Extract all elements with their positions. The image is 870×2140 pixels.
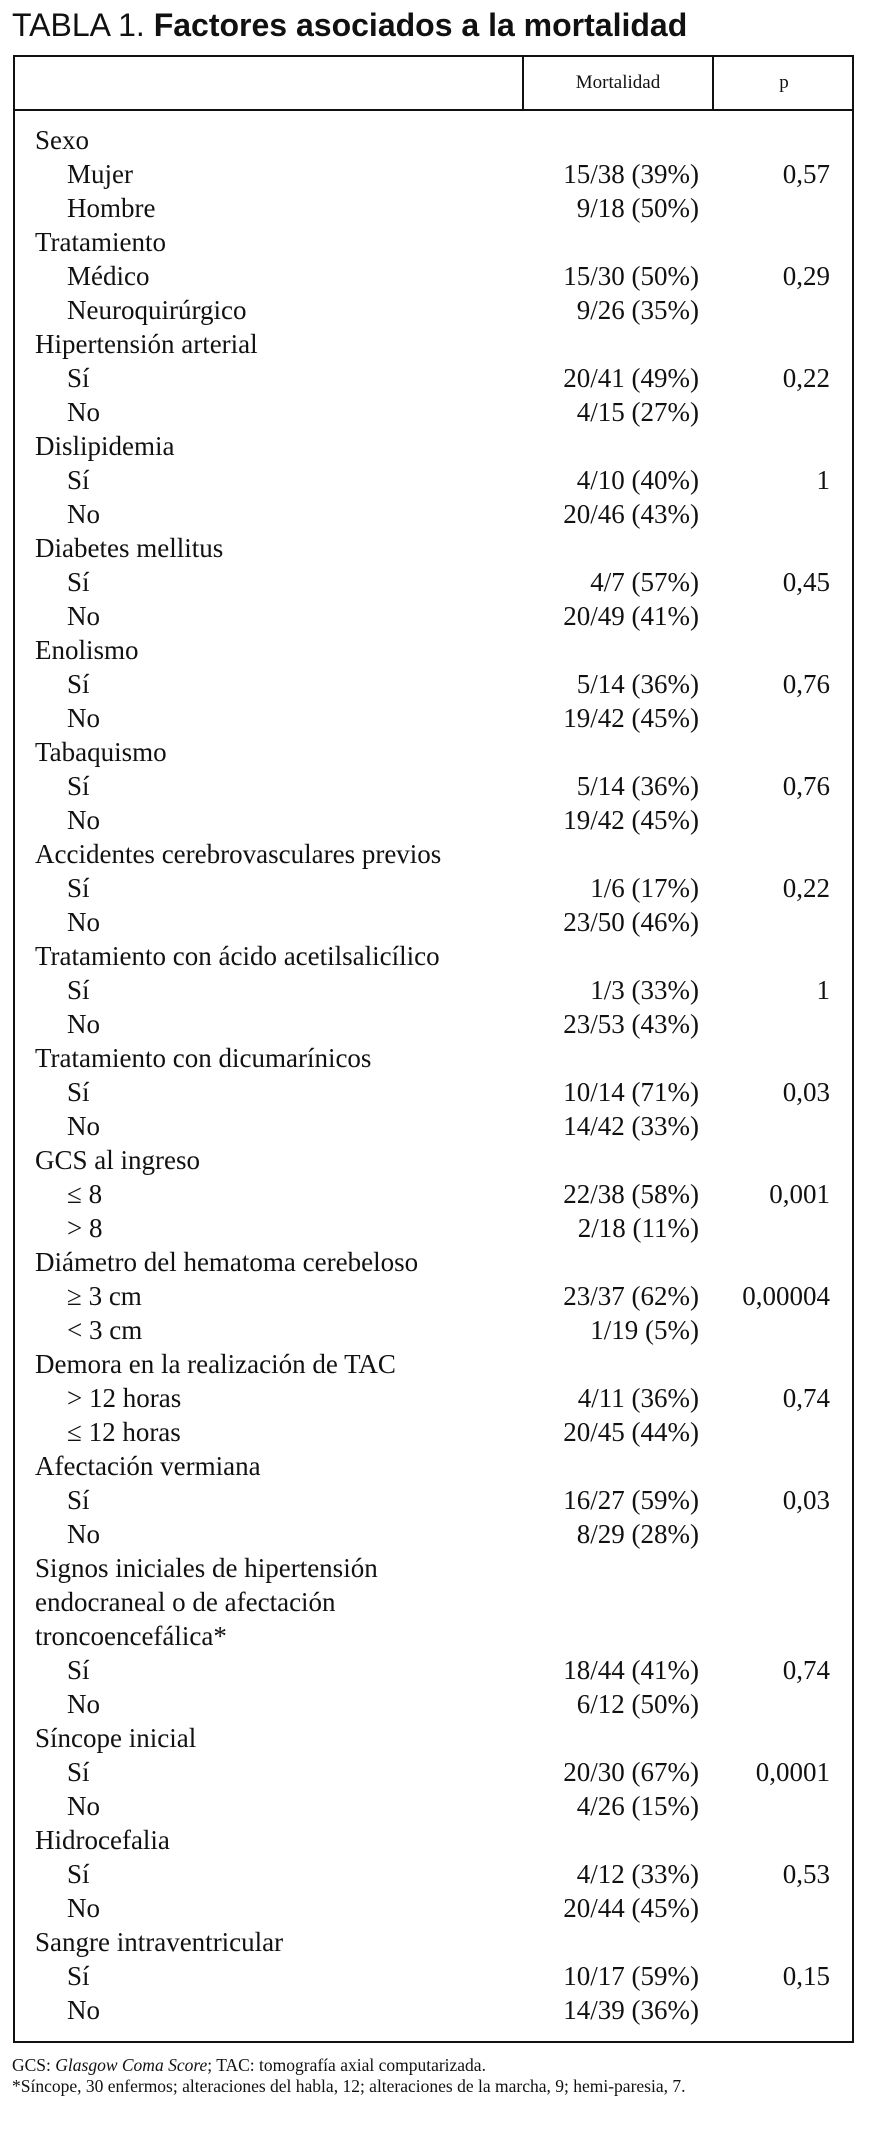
group-label: Tratamiento con dicumarínicos <box>35 1043 372 1073</box>
mortality-value: 16/27 (59%) <box>563 1485 699 1515</box>
table-row <box>15 1211 852 1245</box>
footnote-suffix: ; TAC: tomografía axial computarizada. <box>207 2055 486 2075</box>
mortality-value: 9/18 (50%) <box>576 193 699 223</box>
mortality-value: 5/14 (36%) <box>576 669 699 699</box>
p-value: 0,76 <box>782 771 830 801</box>
p-value: 0,29 <box>782 261 830 291</box>
table-row <box>15 1755 852 1789</box>
group-label: Diabetes mellitus <box>35 533 224 563</box>
table-caption <box>12 6 687 44</box>
row-label: ≤ 8 <box>67 1179 103 1209</box>
p-value: 1 <box>816 465 830 495</box>
p-value: 1 <box>816 975 830 1005</box>
mortality-value: 4/26 (15%) <box>576 1791 699 1821</box>
row-label: Sí <box>67 567 90 597</box>
mortality-value: 14/42 (33%) <box>563 1111 699 1141</box>
p-value: 0,00004 <box>742 1281 830 1311</box>
table-row <box>15 1959 852 1993</box>
group-label: Tabaquismo <box>35 737 167 767</box>
table-row <box>15 1653 852 1687</box>
group-label: Sangre intraventricular <box>35 1927 284 1957</box>
mortality-value: 8/29 (28%) <box>576 1519 699 1549</box>
group-label: Hidrocefalia <box>35 1825 170 1855</box>
mortality-value: 15/38 (39%) <box>563 159 699 189</box>
row-label: Sí <box>67 1961 90 1991</box>
group-label: Dislipidemia <box>35 431 175 461</box>
table-row <box>15 497 852 531</box>
row-label: Sí <box>67 1077 90 1107</box>
group-row <box>15 1245 852 1279</box>
mortality-value: 18/44 (41%) <box>563 1655 699 1685</box>
group-row <box>15 633 852 667</box>
row-label: Sí <box>67 1757 90 1787</box>
group-label: endocraneal o de afectación <box>35 1587 336 1617</box>
column-header-mortality: Mortalidad <box>575 72 661 93</box>
table-row <box>15 565 852 599</box>
row-label: No <box>67 1893 100 1923</box>
group-row <box>15 1721 852 1755</box>
mortality-value: 4/12 (33%) <box>576 1859 699 1889</box>
table-row <box>15 803 852 837</box>
p-value: 0,74 <box>782 1383 830 1413</box>
p-value: 0,57 <box>782 159 830 189</box>
mortality-value: 1/19 (5%) <box>590 1315 699 1345</box>
table-row <box>15 395 852 429</box>
table-row <box>15 463 852 497</box>
p-value: 0,001 <box>769 1179 830 1209</box>
group-label: Diámetro del hematoma cerebeloso <box>35 1247 419 1277</box>
mortality-value: 9/26 (35%) <box>576 295 699 325</box>
column-header-p: p <box>779 72 789 93</box>
row-label: No <box>67 1519 100 1549</box>
table-row <box>15 1313 852 1347</box>
footnote-italic-term: Glasgow Coma Score <box>55 2055 208 2075</box>
table-row <box>15 1891 852 1925</box>
row-label: Médico <box>67 261 150 291</box>
footnotes <box>12 2055 860 2097</box>
table-title: Factores asociados a la mortalidad <box>153 7 688 43</box>
row-label: Hombre <box>67 193 156 223</box>
mortality-value: 19/42 (45%) <box>563 805 699 835</box>
mortality-value: 1/3 (33%) <box>590 975 699 1005</box>
mortality-value: 1/6 (17%) <box>590 873 699 903</box>
table-row <box>15 361 852 395</box>
group-label: troncoencefálica* <box>35 1621 227 1651</box>
table-row <box>15 157 852 191</box>
mortality-value: 2/18 (11%) <box>577 1213 699 1243</box>
group-row <box>15 327 852 361</box>
group-row <box>15 1041 852 1075</box>
table-row <box>15 259 852 293</box>
table-row <box>15 1857 852 1891</box>
group-row <box>15 1585 852 1619</box>
table-row <box>15 871 852 905</box>
mortality-value: 4/15 (27%) <box>576 397 699 427</box>
footnote-prefix: GCS: <box>12 2055 56 2075</box>
p-value: 0,0001 <box>755 1757 830 1787</box>
table-row <box>15 769 852 803</box>
row-label: No <box>67 703 100 733</box>
table-row <box>15 1789 852 1823</box>
row-label: No <box>67 1111 100 1141</box>
p-value: 0,15 <box>782 1961 830 1991</box>
row-label: Sí <box>67 669 90 699</box>
row-label: No <box>67 805 100 835</box>
table-header <box>15 57 852 111</box>
mortality-value: 15/30 (50%) <box>563 261 699 291</box>
table-row <box>15 1517 852 1551</box>
row-label: No <box>67 499 100 529</box>
group-label: Hipertensión arterial <box>35 329 258 359</box>
table-row <box>15 1279 852 1313</box>
table-label: TABLA 1. <box>12 7 145 43</box>
row-label: No <box>67 601 100 631</box>
table-row <box>15 905 852 939</box>
group-row <box>15 429 852 463</box>
mortality-value: 20/45 (44%) <box>563 1417 699 1447</box>
mortality-value: 4/10 (40%) <box>576 465 699 495</box>
table-row <box>15 293 852 327</box>
group-label: Demora en la realización de TAC <box>35 1349 396 1379</box>
p-value: 0,03 <box>782 1485 830 1515</box>
mortality-value: 20/46 (43%) <box>563 499 699 529</box>
mortality-value: 23/53 (43%) <box>563 1009 699 1039</box>
table-row <box>15 701 852 735</box>
mortality-value: 14/39 (36%) <box>563 1995 699 2025</box>
group-row <box>15 735 852 769</box>
group-row <box>15 1551 852 1585</box>
table-row <box>15 1415 852 1449</box>
group-row <box>15 1619 852 1653</box>
row-label: No <box>67 1009 100 1039</box>
mortality-value: 23/50 (46%) <box>563 907 699 937</box>
row-label: Sí <box>67 771 90 801</box>
group-row <box>15 837 852 871</box>
row-label: No <box>67 1995 100 2025</box>
table-row <box>15 973 852 1007</box>
row-label: Sí <box>67 873 90 903</box>
row-label: Sí <box>67 1655 90 1685</box>
group-row <box>15 531 852 565</box>
row-label: Neuroquirúrgico <box>67 295 247 325</box>
row-label: > 8 <box>67 1213 103 1243</box>
group-label: GCS al ingreso <box>35 1145 200 1175</box>
group-row <box>15 1823 852 1857</box>
table-row <box>15 1109 852 1143</box>
group-label: Accidentes cerebrovasculares previos <box>35 839 442 869</box>
p-value: 0,22 <box>782 873 830 903</box>
mortality-value: 20/41 (49%) <box>563 363 699 393</box>
group-row <box>15 1143 852 1177</box>
table-row <box>15 1381 852 1415</box>
row-label: No <box>67 1791 100 1821</box>
table-row <box>15 1483 852 1517</box>
row-label: No <box>67 397 100 427</box>
group-row <box>15 123 852 157</box>
table-body <box>15 123 852 2027</box>
footnote-symptoms: *Síncope, 30 enfermos; alteraciones del habla, 12; alteraciones de la marcha, 9; hemi-paresia, 7. <box>12 2076 686 2096</box>
row-label: Sí <box>67 465 90 495</box>
mortality-value: 4/7 (57%) <box>590 567 699 597</box>
table-row <box>15 599 852 633</box>
group-row <box>15 1449 852 1483</box>
row-label: Sí <box>67 1485 90 1515</box>
group-row <box>15 1925 852 1959</box>
table-row <box>15 667 852 701</box>
group-label: Signos iniciales de hipertensión <box>35 1553 378 1583</box>
row-label: ≥ 3 cm <box>67 1281 142 1311</box>
row-label: Sí <box>67 1859 90 1889</box>
table-row <box>15 1687 852 1721</box>
table-frame <box>13 55 854 2043</box>
table-row <box>15 1993 852 2027</box>
p-value: 0,53 <box>782 1859 830 1889</box>
mortality-value: 10/17 (59%) <box>563 1961 699 1991</box>
group-label: Tratamiento con ácido acetilsalicílico <box>35 941 440 971</box>
group-row <box>15 939 852 973</box>
row-label: No <box>67 1689 100 1719</box>
row-label: > 12 horas <box>67 1383 182 1413</box>
table-row <box>15 1075 852 1109</box>
mortality-value: 23/37 (62%) <box>563 1281 699 1311</box>
p-value: 0,74 <box>782 1655 830 1685</box>
row-label: Mujer <box>67 159 133 189</box>
mortality-value: 22/38 (58%) <box>563 1179 699 1209</box>
mortality-value: 10/14 (71%) <box>563 1077 699 1107</box>
table-row <box>15 1177 852 1211</box>
group-label: Tratamiento <box>35 227 166 257</box>
p-value: 0,76 <box>782 669 830 699</box>
row-label: No <box>67 907 100 937</box>
row-label: Sí <box>67 975 90 1005</box>
group-label: Afectación vermiana <box>35 1451 261 1481</box>
mortality-value: 5/14 (36%) <box>576 771 699 801</box>
p-value: 0,22 <box>782 363 830 393</box>
mortality-value: 4/11 (36%) <box>577 1383 699 1413</box>
p-value: 0,03 <box>782 1077 830 1107</box>
p-value: 0,45 <box>782 567 830 597</box>
row-label: ≤ 12 horas <box>67 1417 181 1447</box>
mortality-value: 20/44 (45%) <box>563 1893 699 1923</box>
mortality-value: 6/12 (50%) <box>576 1689 699 1719</box>
table-row <box>15 191 852 225</box>
row-label: < 3 cm <box>67 1315 143 1345</box>
group-row <box>15 1347 852 1381</box>
group-row <box>15 225 852 259</box>
group-label: Enolismo <box>35 635 139 665</box>
row-label: Sí <box>67 363 90 393</box>
group-label: Síncope inicial <box>35 1723 197 1753</box>
table-row <box>15 1007 852 1041</box>
mortality-value: 19/42 (45%) <box>563 703 699 733</box>
mortality-value: 20/30 (67%) <box>563 1757 699 1787</box>
group-label: Sexo <box>35 125 89 155</box>
footnote-abbreviations <box>12 2055 860 2076</box>
mortality-value: 20/49 (41%) <box>563 601 699 631</box>
